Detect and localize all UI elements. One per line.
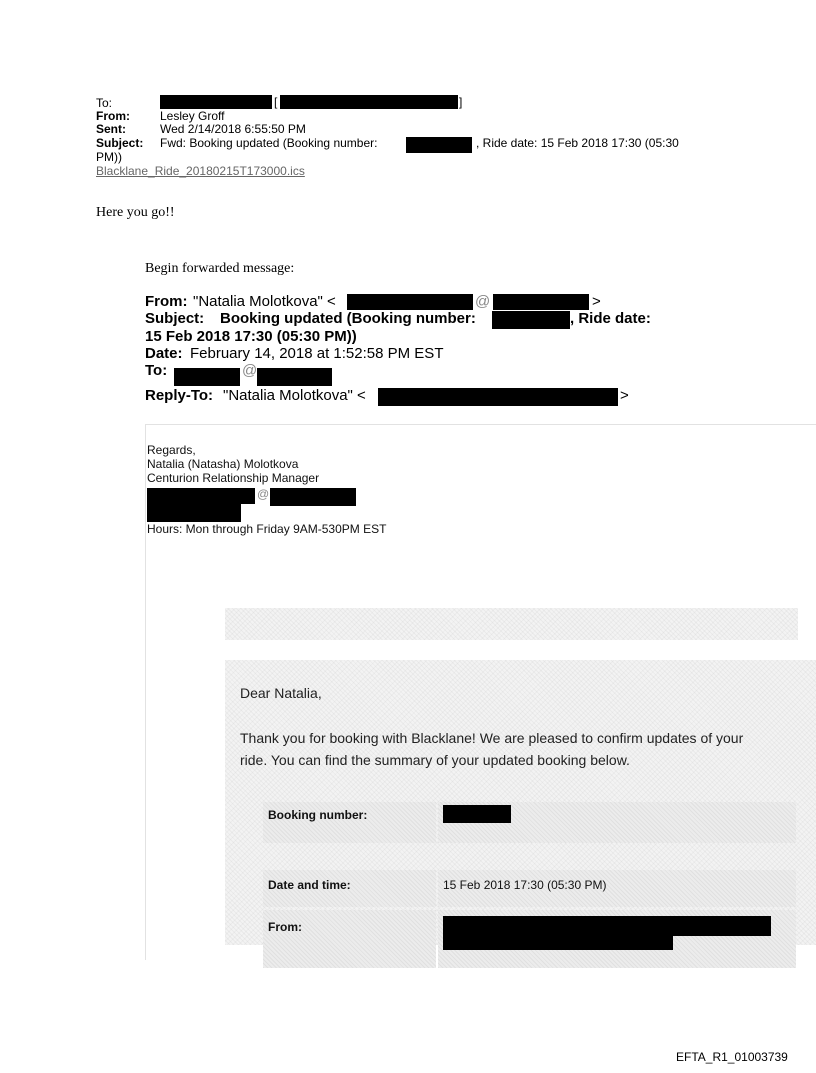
fwd-from-label: From: bbox=[145, 293, 188, 310]
fwd-subject-part2: , Ride date: bbox=[570, 310, 651, 327]
fwd-to-at: @ bbox=[242, 362, 258, 379]
redacted-from-user bbox=[347, 294, 473, 310]
attachment-link[interactable]: Blacklane_Ride_20180215T173000.ics bbox=[96, 164, 305, 178]
redacted-pickup-line1 bbox=[443, 916, 771, 936]
booking-number-label: Booking number: bbox=[268, 808, 368, 822]
redacted-sig-email-domain bbox=[270, 488, 356, 506]
redacted-fwd-booking-number bbox=[492, 311, 570, 329]
redacted-to-user bbox=[174, 368, 240, 386]
subject-part3: PM)) bbox=[96, 150, 122, 164]
redacted-replyto-address bbox=[378, 388, 618, 406]
fwd-from-close: > bbox=[592, 293, 601, 310]
document-id: EFTA_R1_01003739 bbox=[676, 1050, 788, 1064]
redacted-booking-number bbox=[406, 137, 472, 153]
from-label-cell bbox=[263, 910, 436, 968]
redacted-to-address bbox=[280, 95, 458, 109]
email-body-line2: ride. You can find the summary of your updated booking below. bbox=[240, 752, 630, 768]
sig-at: @ bbox=[257, 487, 270, 501]
fwd-subject-line2: 15 Feb 2018 17:30 (05:30 PM)) bbox=[145, 328, 357, 345]
fwd-replyto-name: "Natalia Molotkova" < bbox=[223, 387, 366, 404]
redacted-to-name bbox=[160, 95, 272, 109]
fwd-from-name: "Natalia Molotkova" < bbox=[193, 293, 336, 310]
from-row-label: From: bbox=[268, 920, 302, 934]
fwd-replyto-close: > bbox=[620, 387, 629, 404]
quote-left-border bbox=[145, 424, 146, 960]
sig-regards: Regards, bbox=[147, 443, 196, 457]
redacted-to-domain bbox=[257, 368, 332, 386]
subject-part1: Fwd: Booking updated (Booking number: bbox=[160, 136, 378, 150]
begin-forwarded: Begin forwarded message: bbox=[145, 261, 295, 276]
redacted-sig-email-user bbox=[147, 488, 255, 504]
email-body-line1: Thank you for booking with Blacklane! We are pleased to confirm updates of your bbox=[240, 730, 744, 746]
sig-title: Centurion Relationship Manager bbox=[147, 471, 320, 485]
email-banner-strip bbox=[225, 608, 798, 640]
fwd-to-label: To: bbox=[145, 362, 168, 379]
sig-name: Natalia (Natasha) Molotkova bbox=[147, 457, 299, 471]
intro-text: Here you go!! bbox=[96, 205, 175, 220]
email-greeting: Dear Natalia, bbox=[240, 685, 322, 701]
from-label: From: bbox=[96, 109, 130, 123]
sent-value: Wed 2/14/2018 6:55:50 PM bbox=[160, 122, 306, 136]
quote-top-border bbox=[145, 424, 816, 425]
fwd-date-value: February 14, 2018 at 1:52:58 PM EST bbox=[190, 345, 444, 362]
from-value: Lesley Groff bbox=[160, 109, 225, 123]
fwd-subject-label: Subject: bbox=[145, 310, 205, 327]
to-label: To: bbox=[96, 96, 113, 110]
to-bracket-close: ] bbox=[459, 95, 463, 109]
date-time-label: Date and time: bbox=[268, 878, 351, 892]
fwd-subject-part1: Booking updated (Booking number: bbox=[220, 310, 476, 327]
redacted-from-domain bbox=[493, 294, 589, 310]
subject-label: Subject: bbox=[96, 136, 144, 150]
redacted-pickup-line2 bbox=[443, 936, 673, 950]
sent-label: Sent: bbox=[96, 122, 126, 136]
fwd-from-at: @ bbox=[475, 293, 491, 310]
to-bracket-open: [ bbox=[274, 95, 278, 109]
redacted-sig-phone bbox=[147, 504, 241, 522]
sig-hours: Hours: Mon through Friday 9AM-530PM EST bbox=[147, 522, 387, 536]
subject-part2: , Ride date: 15 Feb 2018 17:30 (05:30 bbox=[476, 136, 679, 150]
redacted-booking-number-value bbox=[443, 805, 511, 823]
fwd-replyto-label: Reply-To: bbox=[145, 387, 214, 404]
date-time-value: 15 Feb 2018 17:30 (05:30 PM) bbox=[443, 878, 607, 892]
fwd-date-label: Date: bbox=[145, 345, 183, 362]
